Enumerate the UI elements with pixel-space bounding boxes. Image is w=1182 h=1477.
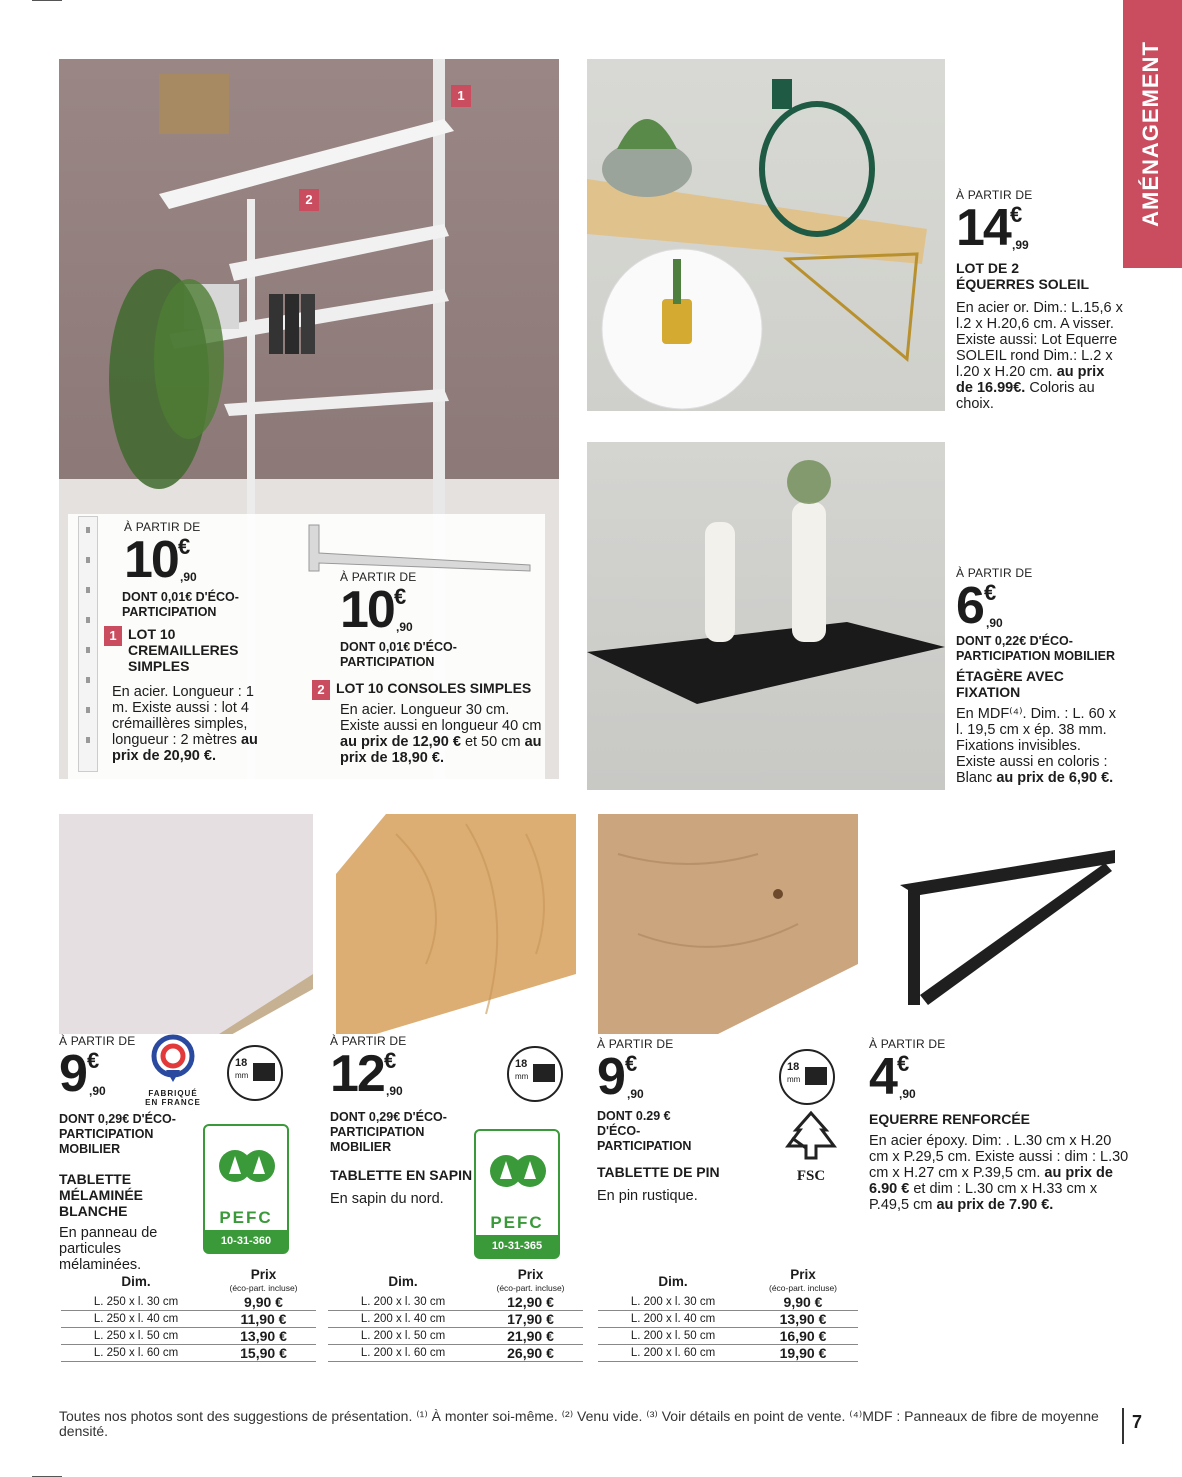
price-cents: ,90 [899, 1087, 916, 1101]
price-currency: € [87, 1048, 100, 1073]
thickness-icon [507, 1046, 563, 1102]
made-in-france-badge [138, 1034, 208, 1114]
description-text: En acier or. Dim.: L.15,6 x l.2 x H.20,6 cm. A visser. Existe aussi: Lot Equerre SOLEIL rond Dim.: L.2 x l.20 x H.20 cm. [956, 300, 1123, 380]
table-row [61, 1311, 316, 1328]
thickness-unit: mm [787, 1075, 801, 1084]
gold-brackets-photo [587, 59, 945, 411]
thickness-icon [779, 1049, 835, 1105]
console-bracket-image [305, 523, 535, 573]
price-cents: ,90 [89, 1084, 106, 1098]
product-description: En panneau de particules mélaminées. [59, 1225, 158, 1273]
product-gold-brackets [956, 188, 1126, 412]
price-cents: ,90 [627, 1087, 644, 1101]
table-cell-dim: L. 250 x l. 50 cm [61, 1328, 211, 1345]
table-row [61, 1328, 316, 1345]
table-cell-dim: L. 200 x l. 40 cm [328, 1311, 478, 1328]
pine-board-photo [598, 814, 858, 1034]
price-currency: € [384, 1048, 397, 1073]
white-board-photo [59, 814, 313, 1034]
from-label: À PARTIR DE [956, 188, 1033, 202]
description-price-2: au prix de 18,90 €. [340, 734, 542, 766]
table-header-price-sub: (éco-part. incluse) [496, 1283, 565, 1293]
price-integer: 6 [956, 577, 983, 635]
price-currency: € [984, 580, 997, 605]
table-cell-price: 21,90 € [478, 1328, 583, 1345]
price-currency: € [1010, 202, 1023, 227]
table-row [61, 1345, 316, 1362]
price-cents: ,90 [180, 570, 197, 584]
table-header-price-sub: (éco-part. incluse) [768, 1283, 838, 1293]
table-cell-dim: L. 200 x l. 50 cm [598, 1328, 748, 1345]
page-number: 7 [1132, 1412, 1143, 1432]
table-cell-dim: L. 200 x l. 30 cm [598, 1294, 748, 1311]
table-row [328, 1311, 583, 1328]
price-cents: ,90 [386, 1084, 403, 1098]
product-title: TABLETTE MÉLAMINÉE BLANCHE [59, 1171, 143, 1219]
table-cell-dim: L. 200 x l. 50 cm [328, 1328, 478, 1345]
price-table-pine-board [598, 1269, 858, 1362]
corner-mark-top [32, 0, 62, 1]
product-title: LOT 10 CONSOLES SIMPLES [336, 680, 532, 696]
price-integer: 9 [597, 1048, 624, 1106]
product-title: ÉTAGÈRE AVEC FIXATION [956, 668, 1064, 700]
price-currency: € [897, 1051, 910, 1076]
table-cell-dim: L. 250 x l. 30 cm [61, 1294, 211, 1311]
table-cell-price: 11,90 € [211, 1311, 316, 1328]
from-label: À PARTIR DE [330, 1034, 407, 1048]
table-row [328, 1328, 583, 1345]
thickness-value: 18 [787, 1061, 800, 1073]
table-row [598, 1345, 858, 1362]
table-header-price [748, 1269, 858, 1294]
table-cell-price: 9,90 € [211, 1294, 316, 1311]
description-text: En acier époxy. Dim: . L.30 cm x H.20 cm x P.29,5 cm. Existe aussi : dim : L.30 cm x H.27 cm x P.39,5 cm. [869, 1133, 1129, 1181]
price-currency: € [178, 534, 191, 559]
description-price: au prix de 6,90 €. [996, 770, 1114, 786]
eco-participation: DONT 0,22€ D'ÉCO-PARTICIPATION MOBILIER [956, 634, 1116, 663]
fsc-tree-icon [778, 1108, 844, 1163]
thickness-icon [227, 1045, 283, 1101]
price-currency: € [625, 1051, 638, 1076]
photo-tag-2: 2 [299, 189, 319, 211]
fsc-text: FSC [796, 1168, 826, 1184]
table-row [598, 1294, 858, 1311]
product-description: En pin rustique. [597, 1188, 698, 1204]
product-title: EQUERRE RENFORCÉE [869, 1111, 1031, 1127]
table-cell-dim: L. 200 x l. 60 cm [328, 1345, 478, 1362]
product-consoles [312, 570, 552, 766]
price [956, 577, 1003, 635]
table-row [328, 1294, 583, 1311]
table-cell-price: 13,90 € [748, 1311, 858, 1328]
table-header-price-sub: (éco-part. incluse) [229, 1283, 298, 1293]
reinforced-bracket-photo [890, 845, 1120, 1025]
pefc-word: PEFC [219, 1208, 273, 1227]
table-row [598, 1311, 858, 1328]
table-header-price [478, 1269, 583, 1294]
table-cell-price: 19,90 € [748, 1345, 858, 1362]
footer-note: Toutes nos photos sont des suggestions de présentation. ⁽¹⁾ À monter soi-même. ⁽²⁾ Venu vide. ⁽³⁾ Voir détails en point de vente. ⁽⁴⁾MDF : Panneaux de fibre de moyenne densité. [59, 1408, 1099, 1439]
product-pine-board [597, 1037, 757, 1204]
table-row [61, 1294, 316, 1311]
rack-strip-image [78, 516, 98, 772]
price-integer: 12 [330, 1045, 384, 1103]
table-cell-dim: L. 200 x l. 30 cm [328, 1294, 478, 1311]
description-text: En acier. Longueur : 1 m. Existe aussi : lot 4 crémaillères simples, longueur : 2 mètres [112, 684, 254, 748]
product-tag: 1 [104, 626, 122, 646]
floating-shelf-photo [587, 442, 945, 790]
product-description [956, 706, 1124, 786]
table-cell-dim: L. 200 x l. 40 cm [598, 1311, 748, 1328]
description-price-1: au prix de 12,90 € [340, 734, 461, 750]
product-floating-shelf [956, 566, 1126, 786]
table-cell-price: 13,90 € [211, 1328, 316, 1345]
thickness-unit: mm [515, 1072, 529, 1081]
price [124, 531, 197, 589]
table-header-price-label: Prix [250, 1267, 277, 1282]
product-description [340, 702, 550, 766]
product-description [956, 300, 1124, 412]
table-cell-price: 15,90 € [211, 1345, 316, 1362]
description-text: En acier. Longueur 30 cm. Existe aussi en longueur 40 cm [340, 702, 542, 734]
price-integer: 9 [59, 1045, 86, 1103]
table-cell-price: 9,90 € [748, 1294, 858, 1311]
eco-participation: DONT 0,29€ D'ÉCO-PARTICIPATION MOBILIER [59, 1112, 176, 1156]
product-title: TABLETTE EN SAPIN [330, 1167, 473, 1183]
from-label: À PARTIR DE [59, 1034, 136, 1048]
table-cell-price: 17,90 € [478, 1311, 583, 1328]
from-label: À PARTIR DE [124, 520, 201, 534]
product-tag: 2 [312, 680, 330, 700]
price-currency: € [394, 584, 407, 609]
price-cents: ,90 [986, 616, 1003, 630]
description-end: Coloris au choix. [956, 380, 1095, 412]
eco-participation: DONT 0,01€ D'ÉCO-PARTICIPATION [122, 590, 239, 619]
price [869, 1048, 916, 1106]
price-table-fir-board [328, 1269, 583, 1362]
description-mid: et dim : L.30 cm x H.33 cm x P.49,5 cm [869, 1181, 1098, 1213]
description-price: au prix de 20,90 €. [112, 732, 258, 764]
fsc-logo [778, 1108, 844, 1184]
product-title: TABLETTE DE PIN [597, 1164, 720, 1180]
product-title: LOT 10 CREMAILLERES SIMPLES [128, 626, 239, 674]
price-table-white-board [61, 1269, 316, 1362]
description-text: En MDF⁽⁴⁾. Dim. : L. 60 x l. 19,5 cm x ép. 38 mm. Fixations invisibles. Existe aussi en coloris : Blanc [956, 706, 1116, 786]
description-price: au prix de 16.99€. [956, 364, 1105, 396]
product-fir-board [330, 1034, 490, 1207]
side-tab [1123, 0, 1182, 268]
price-integer: 4 [869, 1048, 896, 1106]
price [956, 199, 1029, 257]
product-description [869, 1133, 1131, 1213]
pefc-label [203, 1124, 289, 1254]
pefc-code: 10-31-360 [205, 1230, 287, 1252]
table-cell-dim: L. 250 x l. 60 cm [61, 1345, 211, 1362]
price-integer: 10 [340, 581, 394, 639]
product-description: En sapin du nord. [330, 1191, 444, 1207]
table-cell-price: 12,90 € [478, 1294, 583, 1311]
price [59, 1045, 106, 1103]
table-header-price [211, 1269, 316, 1294]
eco-participation: DONT 0,29€ D'ÉCO-PARTICIPATION MOBILIER [330, 1110, 447, 1154]
product-cremailleres [104, 520, 304, 764]
table-header-dim: Dim. [388, 1274, 418, 1289]
table-row [598, 1328, 858, 1345]
thickness-value: 18 [515, 1058, 528, 1070]
side-tab-label: AMÉNAGEMENT [1138, 41, 1163, 227]
page-separator [1122, 1408, 1124, 1444]
description-price-2: au prix de 7.90 €. [936, 1197, 1054, 1213]
price [597, 1048, 644, 1106]
made-in-label: FABRIQUÉ EN FRANCE [145, 1089, 201, 1107]
price [340, 581, 413, 639]
table-cell-dim: L. 200 x l. 60 cm [598, 1345, 748, 1362]
table-cell-price: 26,90 € [478, 1345, 583, 1362]
table-header-price-label: Prix [517, 1267, 544, 1282]
thickness-unit: mm [235, 1071, 249, 1080]
product-description [112, 684, 272, 764]
price-integer: 14 [956, 199, 1010, 257]
price-cents: ,90 [396, 620, 413, 634]
table-header-price-label: Prix [790, 1267, 816, 1282]
from-label: À PARTIR DE [956, 566, 1033, 580]
description-price-1: au prix de 6.90 € [869, 1165, 1113, 1197]
location-pin-icon [138, 1034, 208, 1084]
from-label: À PARTIR DE [340, 570, 417, 584]
price-cents: ,99 [1012, 238, 1029, 252]
photo-tag-1: 1 [451, 85, 471, 107]
table-cell-price: 16,90 € [748, 1328, 858, 1345]
price-integer: 10 [124, 531, 178, 589]
thickness-value: 18 [235, 1057, 248, 1069]
product-title: LOT DE 2 ÉQUERRES SOLEIL [956, 260, 1090, 292]
pefc-code: 10-31-365 [476, 1235, 558, 1257]
description-mid: et 50 cm [464, 734, 521, 750]
fir-board-photo [336, 814, 576, 1034]
price [330, 1045, 403, 1103]
table-cell-dim: L. 250 x l. 40 cm [61, 1311, 211, 1328]
table-row [328, 1345, 583, 1362]
eco-participation: DONT 0,01€ D'ÉCO-PARTICIPATION [340, 640, 457, 669]
table-header-dim: Dim. [121, 1274, 151, 1289]
from-label: À PARTIR DE [597, 1037, 674, 1051]
eco-participation: DONT 0.29 € D'ÉCO-PARTICIPATION [597, 1109, 692, 1153]
table-header-dim: Dim. [658, 1274, 688, 1289]
product-reinforced-bracket [869, 1037, 1134, 1213]
tree-icon [205, 1134, 287, 1204]
pefc-word: PEFC [490, 1213, 544, 1232]
from-label: À PARTIR DE [869, 1037, 946, 1051]
